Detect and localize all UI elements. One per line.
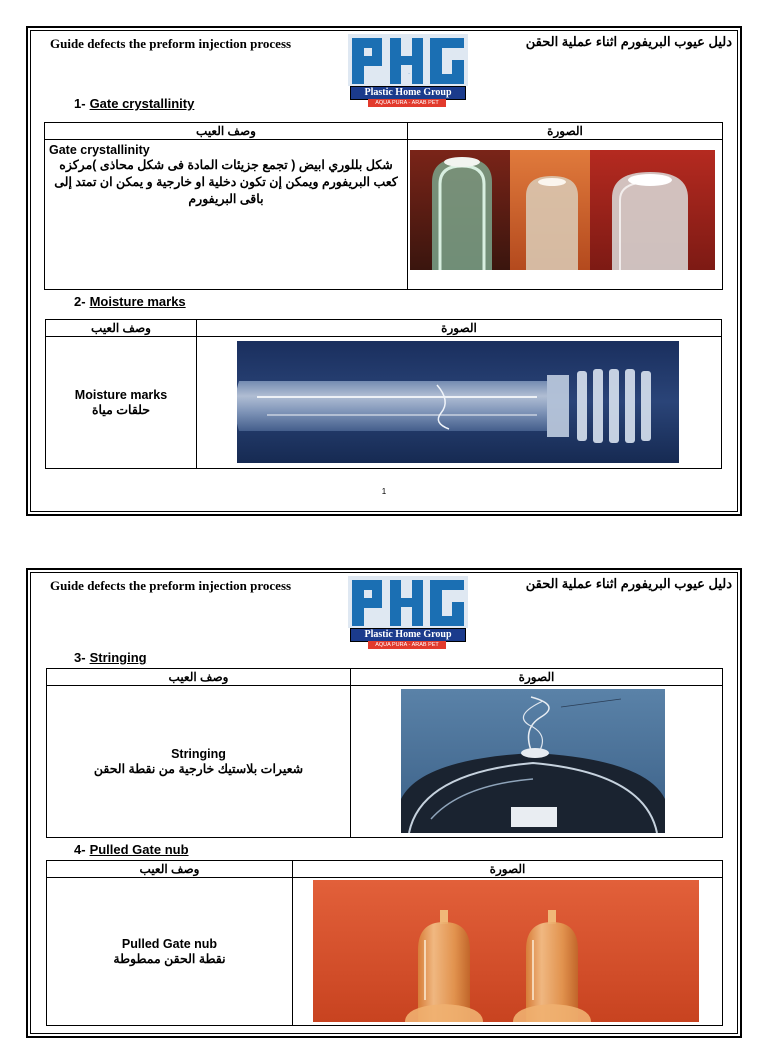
section-2-title: Moisture marks [89, 294, 186, 309]
document-title-arabic: دليل عيوب البريفورم اثناء عملية الحقن [525, 576, 732, 591]
section-2-description-ar: حلقات مياة [91, 403, 151, 417]
pulled-gate-nub-photo [313, 880, 699, 1022]
section-2-image-cell [197, 337, 722, 469]
section-3-heading [74, 650, 147, 665]
section-3-image-cell [351, 686, 723, 838]
column-header-image: الصورة [351, 669, 723, 686]
section-3-description-ar: شعيرات بلاستيك خارجية من نقطة الحقن [93, 762, 304, 776]
logo-subtitle: AQUA PURA - ARAB PET [368, 641, 446, 649]
logo-letters-graphic [348, 576, 468, 628]
stringing-photo [401, 689, 665, 833]
phg-logo [348, 576, 468, 650]
section-1-description-en: Gate crystallinity [49, 143, 150, 157]
section-2-number: 2- [74, 294, 86, 309]
defect-table-4 [46, 860, 723, 1026]
phg-logo [348, 34, 468, 108]
section-2-description-en: Moisture marks [74, 388, 168, 402]
section-4-description-cell [47, 878, 293, 1026]
section-1-description-ar: شكل بللوري ابيض ( تجمع جزيئات المادة فى شكل محاذى )مركزه كعب البريفورم ويمكن إن تكون دخلية او خارجية و يمكن ان تمتد إلى باقى البريفورم [54, 158, 398, 206]
section-1-description-cell [45, 140, 408, 290]
document-page-1 [26, 26, 742, 516]
section-1-number: 1- [74, 96, 86, 111]
section-4-image-cell [293, 878, 723, 1026]
section-3-description-en: Stringing [171, 747, 226, 761]
column-header-image: الصورة [197, 320, 722, 337]
section-4-heading [74, 842, 189, 857]
section-3-number: 3- [74, 650, 86, 665]
column-header-image: الصورة [408, 123, 723, 140]
column-header-description: وصف العيب [46, 320, 197, 337]
section-2-heading [74, 294, 186, 309]
section-1-heading [74, 96, 194, 111]
logo-band-text: Plastic Home Group [350, 628, 466, 642]
section-1-image-cell [408, 140, 723, 290]
section-4-description-en: Pulled Gate nub [121, 937, 218, 951]
document-title-english: Guide defects the preform injection process [50, 578, 292, 593]
logo-hidden-text: PHG [408, 74, 411, 75]
defect-table-3 [46, 668, 723, 838]
section-4-title: Pulled Gate nub [89, 842, 189, 857]
logo-band-text: Plastic Home Group [350, 86, 466, 100]
column-header-image: الصورة [293, 861, 723, 878]
defect-table-2 [45, 319, 722, 469]
section-2-description-cell [46, 337, 197, 469]
section-3-title: Stringing [89, 650, 147, 665]
section-4-description-ar: نقطة الحقن ممطوطة [113, 952, 226, 966]
section-3-description-cell [47, 686, 351, 838]
column-header-description: وصف العيب [47, 669, 351, 686]
gate-crystallinity-photo [410, 150, 715, 270]
logo-subtitle: AQUA PURA - ARAB PET [368, 99, 446, 107]
defect-table-1 [44, 122, 723, 290]
logo-letters-graphic [348, 34, 468, 86]
column-header-description: وصف العيب [45, 123, 408, 140]
document-title-arabic: دليل عيوب البريفورم اثناء عملية الحقن [525, 34, 732, 49]
document-title-english: Guide defects the preform injection process [50, 36, 292, 51]
section-4-number: 4- [74, 842, 86, 857]
moisture-marks-photo [237, 341, 679, 463]
document-page-2 [26, 568, 742, 1038]
section-1-title: Gate crystallinity [89, 96, 195, 111]
page-number: 1 [381, 487, 387, 496]
column-header-description: وصف العيب [47, 861, 293, 878]
